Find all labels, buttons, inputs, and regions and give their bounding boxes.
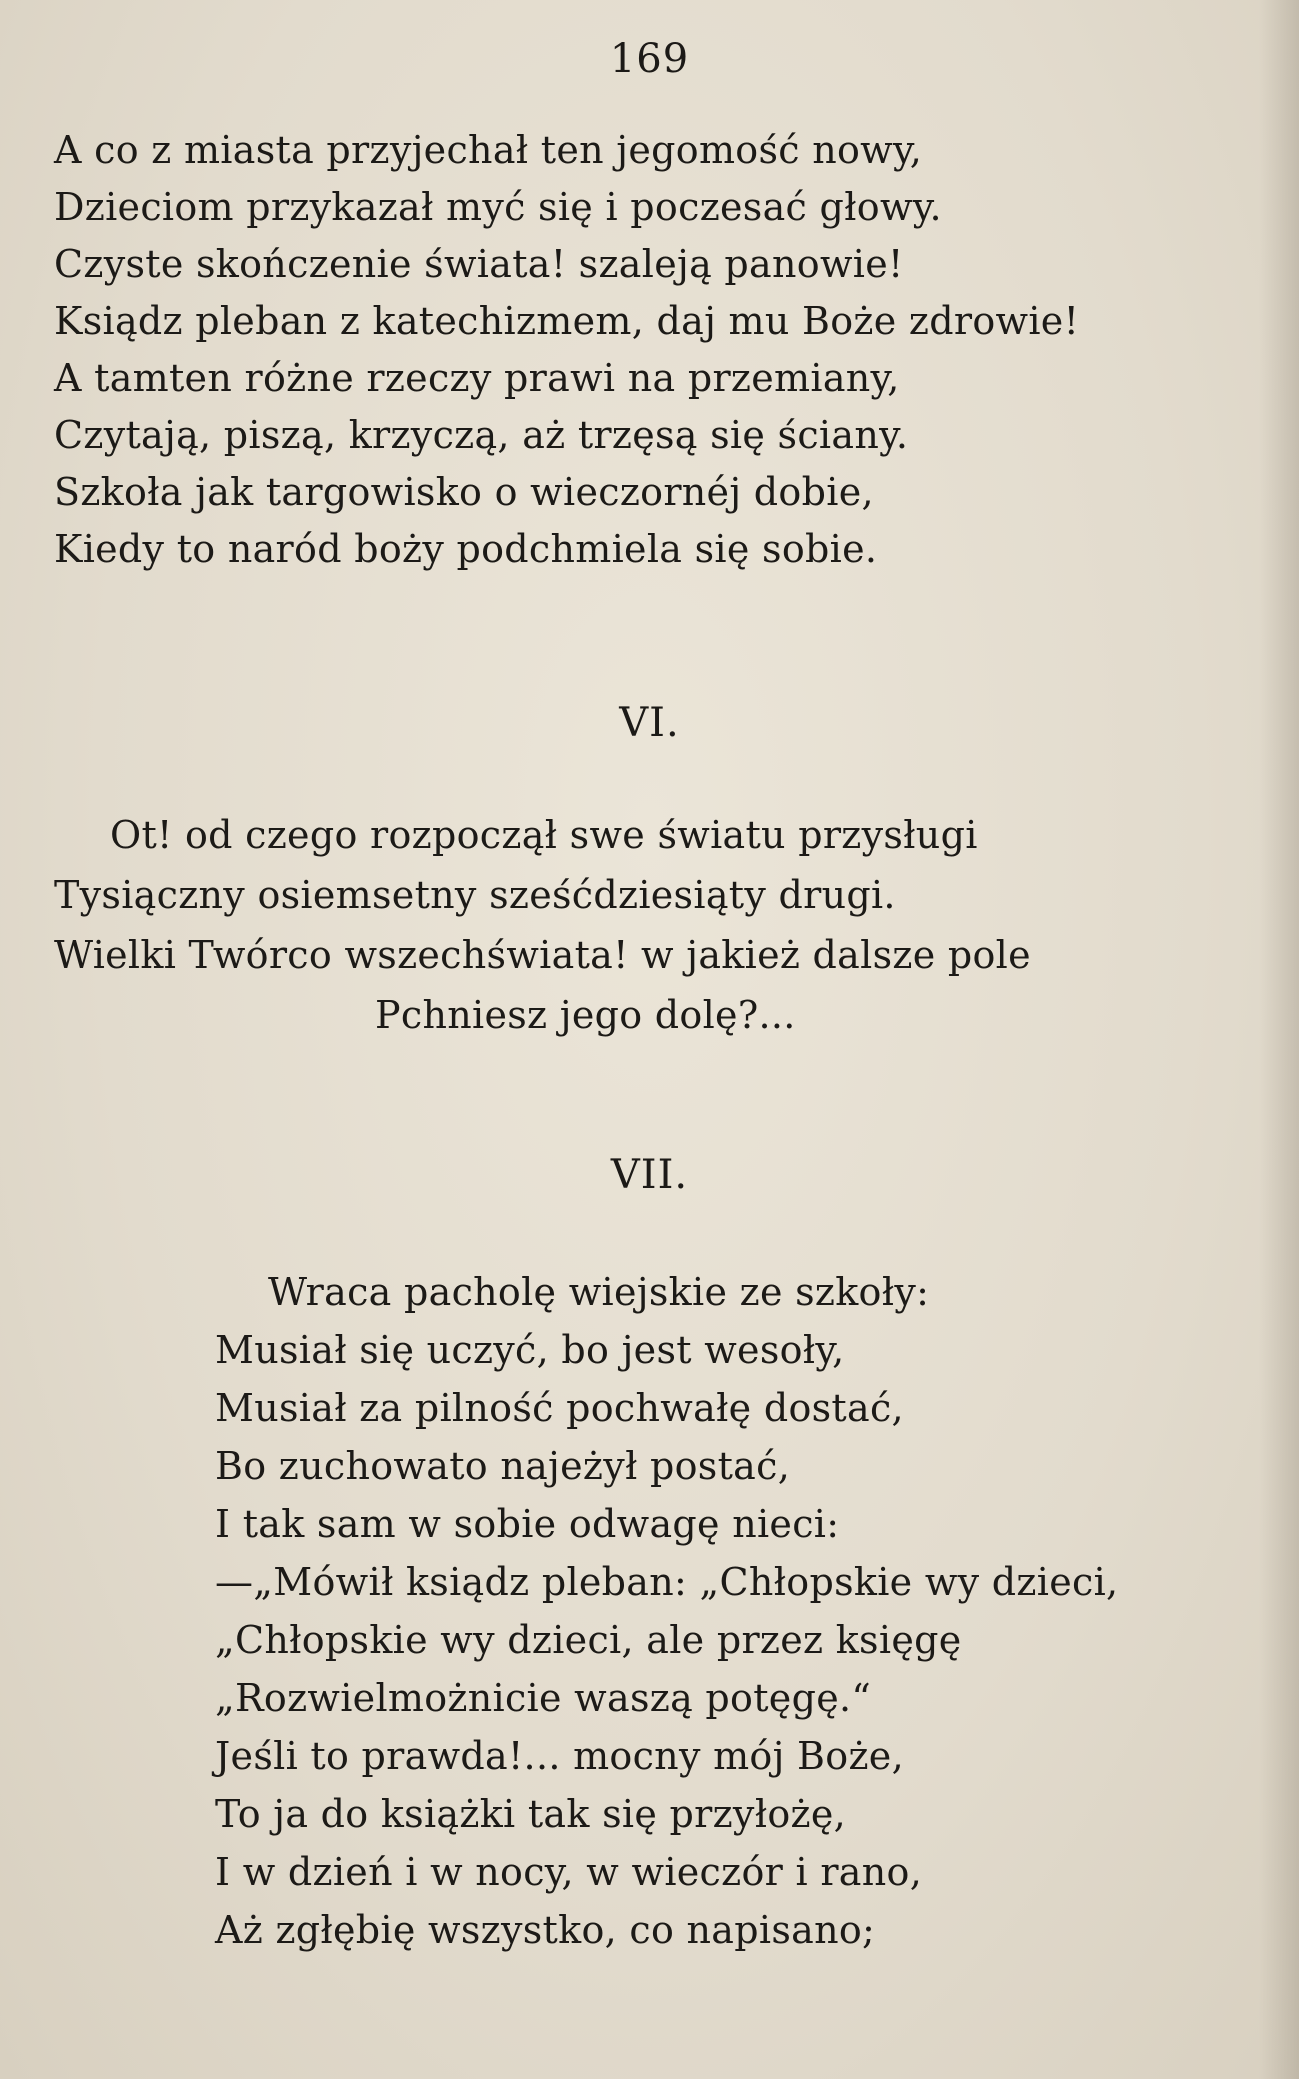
poem-line: To ja do książki tak się przyłożę, xyxy=(215,1792,846,1836)
poem-line: I w dzień i w nocy, w wieczór i rano, xyxy=(215,1850,923,1894)
poem-line: Aż zgłębię wszystko, co napisano; xyxy=(215,1908,876,1952)
poem-line: „Rozwielmożnicie waszą potęgę.“ xyxy=(215,1676,872,1720)
poem-line: Bo zuchowato najeżył postać, xyxy=(215,1444,791,1488)
section-heading-vii: VII. xyxy=(610,1152,689,1198)
poem-line: —„Mówił ksiądz pleban: „Chłopskie wy dzieci, xyxy=(215,1560,1119,1604)
poem-line: A tamten różne rzeczy prawi na przemiany, xyxy=(54,356,900,400)
poem-line: Jeśli to prawda!... mocny mój Boże, xyxy=(215,1734,904,1778)
poem-line: Czytają, piszą, krzyczą, aż trzęsą się ściany. xyxy=(54,413,909,457)
poem-line: Pchniesz jego dolę?... xyxy=(375,993,796,1037)
poem-line: Tysiączny osiemsetny sześćdziesiąty drugi. xyxy=(54,873,896,917)
poem-line: Musiał się uczyć, bo jest wesoły, xyxy=(215,1328,845,1372)
poem-line: Czyste skończenie świata! szaleją panowie! xyxy=(54,242,904,286)
poem-line: Ksiądz pleban z katechizmem, daj mu Boże zdrowie! xyxy=(54,299,1080,343)
poem-line: Kiedy to naród boży podchmiela się sobie. xyxy=(54,527,878,571)
poem-line: Wielki Twórco wszechświata! w jakież dalsze pole xyxy=(54,933,1031,977)
poem-line: „Chłopskie wy dzieci, ale przez księgę xyxy=(215,1618,962,1662)
poem-line: A co z miasta przyjechał ten jegomość nowy, xyxy=(54,128,923,172)
page-number: 169 xyxy=(609,36,690,82)
section-heading-vi: VI. xyxy=(619,700,680,746)
poem-line: Musiał za pilność pochwałę dostać, xyxy=(215,1386,904,1430)
poem-line: Dzieciom przykazał myć się i poczesać głowy. xyxy=(54,185,942,229)
poem-line: I tak sam w sobie odwagę nieci: xyxy=(215,1502,840,1546)
poem-line: Ot! od czego rozpoczął swe światu przysługi xyxy=(110,813,978,857)
poem-line: Szkoła jak targowisko o wieczornéj dobie, xyxy=(54,470,874,514)
poem-line: Wraca pacholę wiejskie ze szkoły: xyxy=(268,1270,930,1314)
page-edge-shadow xyxy=(1259,0,1299,2079)
